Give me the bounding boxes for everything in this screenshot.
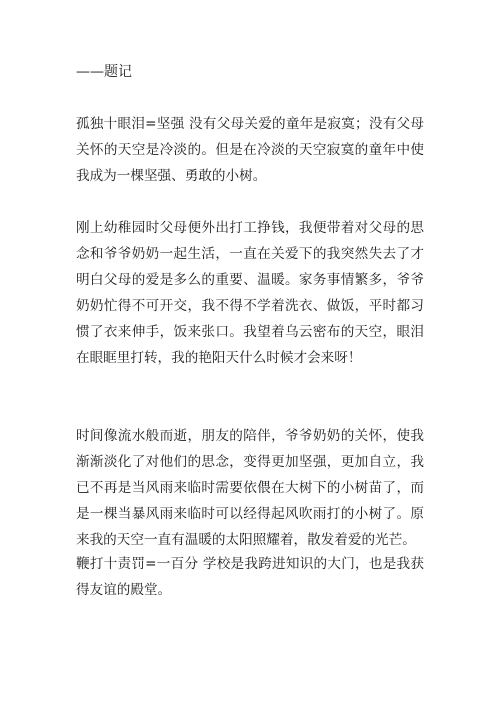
paragraph-school: 鞭打十责罚=一百分 学校是我跨进知识的大门，也是我获得友谊的殿堂。 <box>76 556 424 598</box>
paragraph-loneliness: 孤独十眼泪=坚强 没有父母关爱的童年是寂寞；没有父母关怀的天空是冷淡的。但是在冷淡的天空寂寞的童年中使我成为一棵坚强、勇敢的小树。 <box>76 116 424 184</box>
paragraph-kindergarten: 刚上幼稚园时父母便外出打工挣钱，我便带着对父母的思念和爷爷奶奶一起生活，一直在关爱下的我突然失去了才明白父母的爱是多么的重要、温暖。家务事情繁多，爷爷奶奶忙得不可开交，我不得不学着洗衣、做饭，平时都习惯了衣来伸手，饭来张口。我望着乌云密布的天空，眼泪在眼眶里打转，我的艳阳天什么时候才会来呀！ <box>76 220 424 366</box>
epigraph-heading: ——题记 <box>76 64 132 80</box>
paragraph-time-passes: 时间像流水般而逝，朋友的陪伴，爷爷奶奶的关怀，使我渐渐淡化了对他们的思念，变得更加坚强，更加自立，我已不再是当风雨来临时需要依偎在大树下的小树苗了，而是一棵当暴风雨来临时可以经得起风吹雨打的小树了。原来我的天空一直有温暖的太阳照耀着，散发着爱的光芒。 <box>76 428 424 548</box>
